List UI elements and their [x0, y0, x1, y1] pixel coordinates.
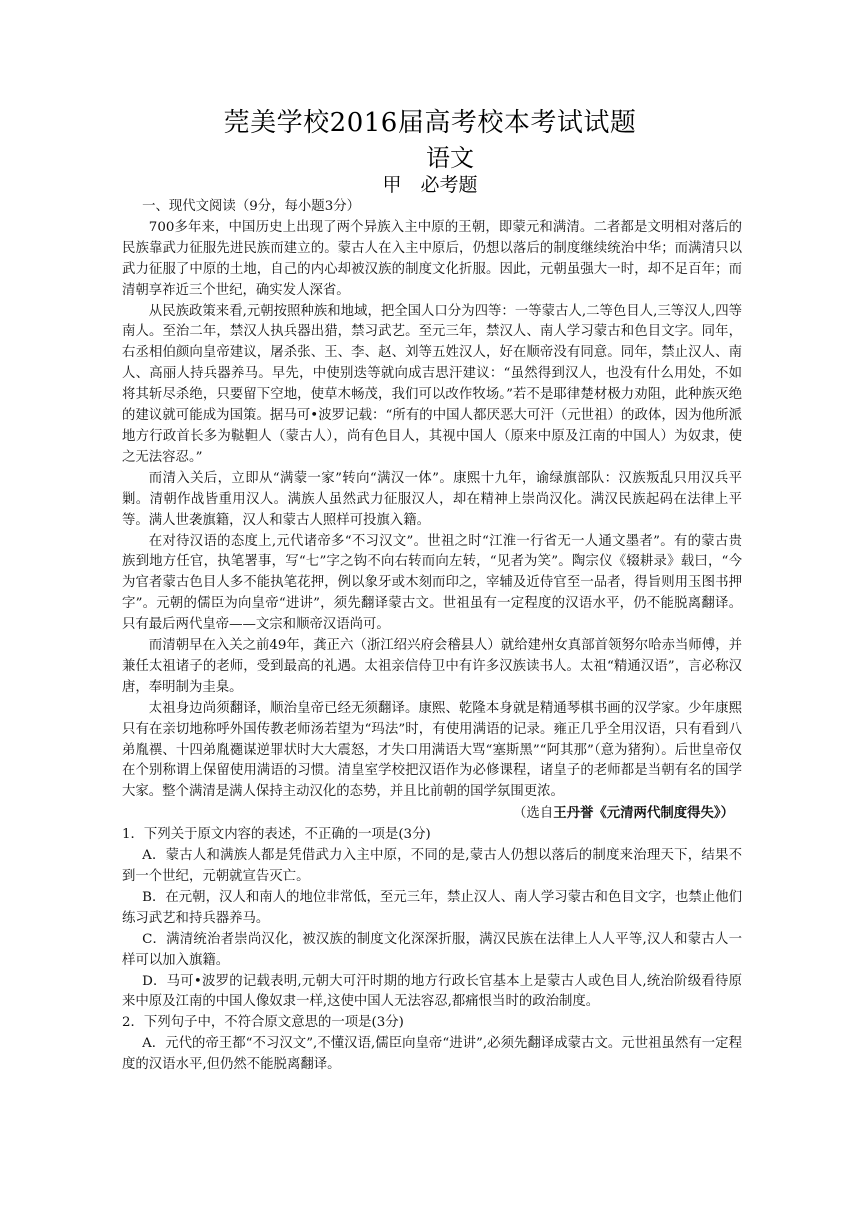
source-author: 王丹誉: [553, 805, 594, 822]
paragraph: 而清朝早在入关之前49年，龚正六（浙江绍兴府会稽县人）就给建州女真部首领努尔哈赤当师傅，并兼任太祖诸子的老师，受到最高的礼遇。太祖亲信侍卫中有许多汉族读书人。太祖“精通汉语”，言必称汉唐，奉明制为圭臬。: [122, 638, 742, 695]
document-body: [122, 197, 742, 1076]
paragraph: 从民族政策来看,元朝按照种族和地域，把全国人口分为四等：一等蒙古人,二等色目人,三等汉人,四等南人。至治二年，禁汉人执兵器出猎，禁习武艺。至元三年，禁汉人、南人学习蒙古和色目文字。同年，右丞相伯颜向皇帝建议，屠杀张、王、李、赵、刘等五姓汉人，好在顺帝没有同意。同年，禁止汉人、南人、高丽人持兵器养马。早先，中使别迭等就向成吉思汗建议：“虽然得到汉人，也没有什么用处，不如将其斩尽杀绝，只要留下空地，使草木畅茂，我们可以改作牧场。”若不是耶律楚材极力劝阻，此种族灭绝的建议就可能成为国策。据马可•波罗记载：“所有的中国人都厌恶大可汗（元世祖）的政体，因为他所派地方行政首长多为鞑靼人（蒙古人），尚有色目人，其视中国人（原来中原及江南的中国人）为奴隶，使之无法容忍。”: [122, 303, 742, 465]
paragraph: 在对待汉语的态度上,元代诸帝多“不习汉文”。世祖之时“江淮一行省无一人通文墨者”。有的蒙古贵族到地方任官，执笔署事，写“七”字之钩不向右转而向左转，“见者为笑”。陶宗仪《辍耕录》载曰，“今为官者蒙古色目人多不能执笔花押，例以象牙或木刻而印之，宰辅及近侍官至一品者，得旨则用玉图书押字”。元朝的儒臣为向皇帝“进讲”，须先翻译蒙古文。世祖虽有一定程度的汉语水平，仍不能脱离翻译。只有最后两代皇帝——文宗和顺帝汉语尚可。: [122, 533, 742, 633]
subject-title: 语文: [426, 144, 474, 172]
question-option: B．在元朝，汉人和南人的地位非常低，至元三年，禁止汉人、南人学习蒙古和色目文字，也禁止他们练习武艺和持兵器养马。: [122, 889, 742, 926]
section-heading: 一、现代文阅读（9分，每小题3分）: [142, 199, 360, 214]
paragraph: 而清入关后，立即从“满蒙一家”转向“满汉一体”。康熙十九年，谕绿旗部队：汉族叛乱只用汉兵平剿。清朝作战皆重用汉人。满族人虽然武力征服汉人，却在精神上崇尚汉化。满汉民族起码在法律上平等。满人世袭旗籍，汉人和蒙古人照样可投旗入籍。: [122, 470, 742, 528]
part-title: 甲 必考题: [382, 174, 478, 196]
paragraph: 太祖身边尚须翻译，顺治皇帝已经无须翻译。康熙、乾隆本身就是精通琴棋书画的汉学家。少年康熙只有在亲切地称呼外国传教老师汤若望为“玛法”时，有使用满语的记录。雍正几乎全用汉语，只有看到八弟胤禩、十四弟胤禵谋逆罪状时大大震怒，才失口用满语大骂“塞斯黑”“阿其那”（意为猪狗）。后世皇帝仅在个别称谓上保留使用满语的习惯。清皇室学校把汉语作为必修课程，诸皇子的老师都是当朝有名的国学大家。整个满清是满人保持主动汉化的态势，并且比前朝的国学氛围更浓。: [122, 700, 742, 800]
paragraph: 700多年来，中国历史上出现了两个异族入主中原的王朝，即蒙元和满清。二者都是文明相对落后的民族靠武力征服先进民族而建立的。蒙古人在入主中原后，仍想以落后的制度继续统治中华；而满清只以武力征服了中原的土地，自己的内心却被汉族的制度文化折服。因此，元朝虽强大一时，却不足百年；而清朝享祚近三个世纪，确实发人深省。: [122, 219, 742, 298]
question-stem: 2．下列句子中，不符合原文意思的一项是(3分): [122, 1015, 404, 1031]
question-option: C．满清统治者崇尚汉化，被汉族的制度文化深深折服，满汉民族在法律上人人平等,汉人和蒙古人一样可以加入旗籍。: [122, 931, 742, 968]
source-prefix: （选自: [513, 806, 554, 822]
exam-title: 莞美学校2016届高考校本考试试题: [223, 108, 637, 138]
source-citation: [122, 803, 742, 825]
question-stem: 1．下列关于原文内容的表述，不正确的一项是(3分): [122, 827, 431, 843]
question-option: D．马可•波罗的记载表明,元朝大可汗时期的地方行政长官基本上是蒙古人或色目人,统治阶级看待原来中原及江南的中国人像奴隶一样,这使中国人无法容忍,都痛恨当时的政治制度。: [122, 973, 742, 1010]
question-option: A．蒙古人和满族人都是凭借武力入主中原，不同的是,蒙古人仍想以落后的制度来治理天下，结果不到一个世纪，元朝就宣告灭亡。: [122, 848, 742, 884]
source-work: 《元清两代制度得失》）: [593, 805, 734, 822]
question-option: A．元代的帝王都“不习汉文”,不懂汉语,儒臣向皇帝“进讲”,必须先翻译成蒙古文。元世祖虽然有一定程度的汉语水平,但仍然不能脱离翻译。: [122, 1036, 742, 1073]
